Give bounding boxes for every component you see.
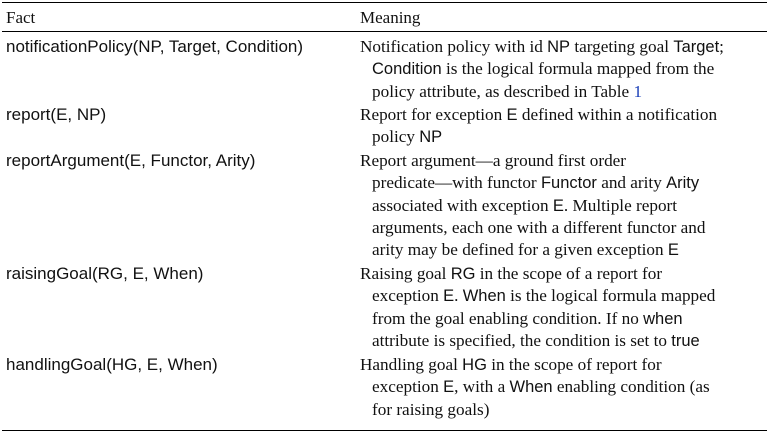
meaning-line <box>360 376 762 398</box>
header-meaning: Meaning <box>360 8 421 27</box>
code-term: E <box>443 287 455 306</box>
code-term: E <box>667 241 679 260</box>
meaning-line <box>360 81 762 103</box>
meaning-text: ; <box>719 37 724 56</box>
meaning-text: defined within a notification <box>517 105 718 124</box>
meaning-cell <box>360 354 762 421</box>
meaning-text: exception <box>372 286 444 306</box>
header-fact: Fact <box>6 8 36 27</box>
meaning-text: . Multiple report <box>563 195 678 215</box>
meaning-line <box>360 308 762 330</box>
meaning-line <box>360 285 762 307</box>
meaning-text: targeting goal <box>570 37 674 56</box>
code-term: NP <box>547 38 571 56</box>
code-term: E <box>552 196 564 215</box>
meaning-cell <box>360 263 762 352</box>
meaning-text: Report argument—a ground first order <box>360 151 627 170</box>
meaning-line <box>360 239 762 261</box>
fact-cell: reportArgument(E, Functor, Arity) <box>6 151 256 170</box>
code-term: true <box>671 331 700 350</box>
meaning-text: Raising goal <box>360 264 451 283</box>
code-term: Condition <box>372 60 442 79</box>
meaning-text: , with a <box>454 377 510 397</box>
meaning-line <box>360 36 762 58</box>
meaning-line <box>360 399 762 421</box>
meaning-text: predicate—with functor <box>372 173 541 193</box>
code-term: RG <box>450 265 476 283</box>
code-term: HG <box>462 356 487 374</box>
meaning-line <box>360 217 762 239</box>
meaning-text: Report for exception <box>360 105 507 124</box>
meaning-text: attribute is specified, the condition is set to <box>372 330 672 350</box>
meaning-text: Notification policy with id <box>360 37 548 56</box>
code-term: when <box>643 309 683 328</box>
meaning-line <box>360 104 762 126</box>
meaning-text: for raising goals) <box>372 399 490 419</box>
meaning-line <box>360 354 762 376</box>
meaning-line <box>360 58 762 80</box>
fact-cell: report(E, NP) <box>6 105 107 124</box>
meaning-line <box>360 150 762 172</box>
meaning-text: is the logical formula mapped from the <box>441 59 715 79</box>
meaning-cell <box>360 104 762 149</box>
meaning-line <box>360 126 762 148</box>
meaning-text: is the logical formula mapped <box>505 286 716 306</box>
code-term: E <box>506 106 518 124</box>
fact-cell: handlingGoal(HG, E, When) <box>6 355 218 374</box>
meaning-cell <box>360 150 762 261</box>
meaning-text: in the scope of a report for <box>475 264 663 283</box>
meaning-text: from the goal enabling condition. If no <box>372 308 644 328</box>
code-term: Target <box>673 38 720 56</box>
meaning-line <box>360 330 762 352</box>
meaning-text: arguments, each one with a different functor and <box>372 217 706 237</box>
table-bottom-rule <box>2 430 767 431</box>
table-top-rule <box>2 2 767 3</box>
code-term: NP <box>419 128 443 147</box>
meaning-text: and arity <box>596 173 667 193</box>
table-ref-link[interactable]: 1 <box>633 81 643 101</box>
meaning-text: associated with exception <box>372 195 553 215</box>
code-term: Functor <box>540 174 597 193</box>
table-header-rule <box>2 31 767 32</box>
code-term: When <box>462 287 506 306</box>
meaning-text: enabling condition (as <box>552 377 710 397</box>
code-term: E <box>443 378 455 397</box>
code-term: When <box>509 378 553 397</box>
meaning-line <box>360 263 762 285</box>
meaning-text: . <box>454 286 463 306</box>
meaning-line <box>360 195 762 217</box>
meaning-cell <box>360 36 762 103</box>
code-term: Arity <box>666 174 700 193</box>
meaning-text: policy <box>372 127 420 147</box>
meaning-text: Handling goal <box>360 355 463 374</box>
meaning-text: policy attribute, as described in Table <box>372 81 634 101</box>
fact-cell: raisingGoal(RG, E, When) <box>6 264 204 283</box>
meaning-line <box>360 172 762 194</box>
fact-cell: notificationPolicy(NP, Target, Condition) <box>6 37 304 56</box>
meaning-text: arity may be defined for a given exception <box>372 240 668 260</box>
meaning-text: exception <box>372 377 444 397</box>
meaning-text: in the scope of report for <box>486 355 662 374</box>
